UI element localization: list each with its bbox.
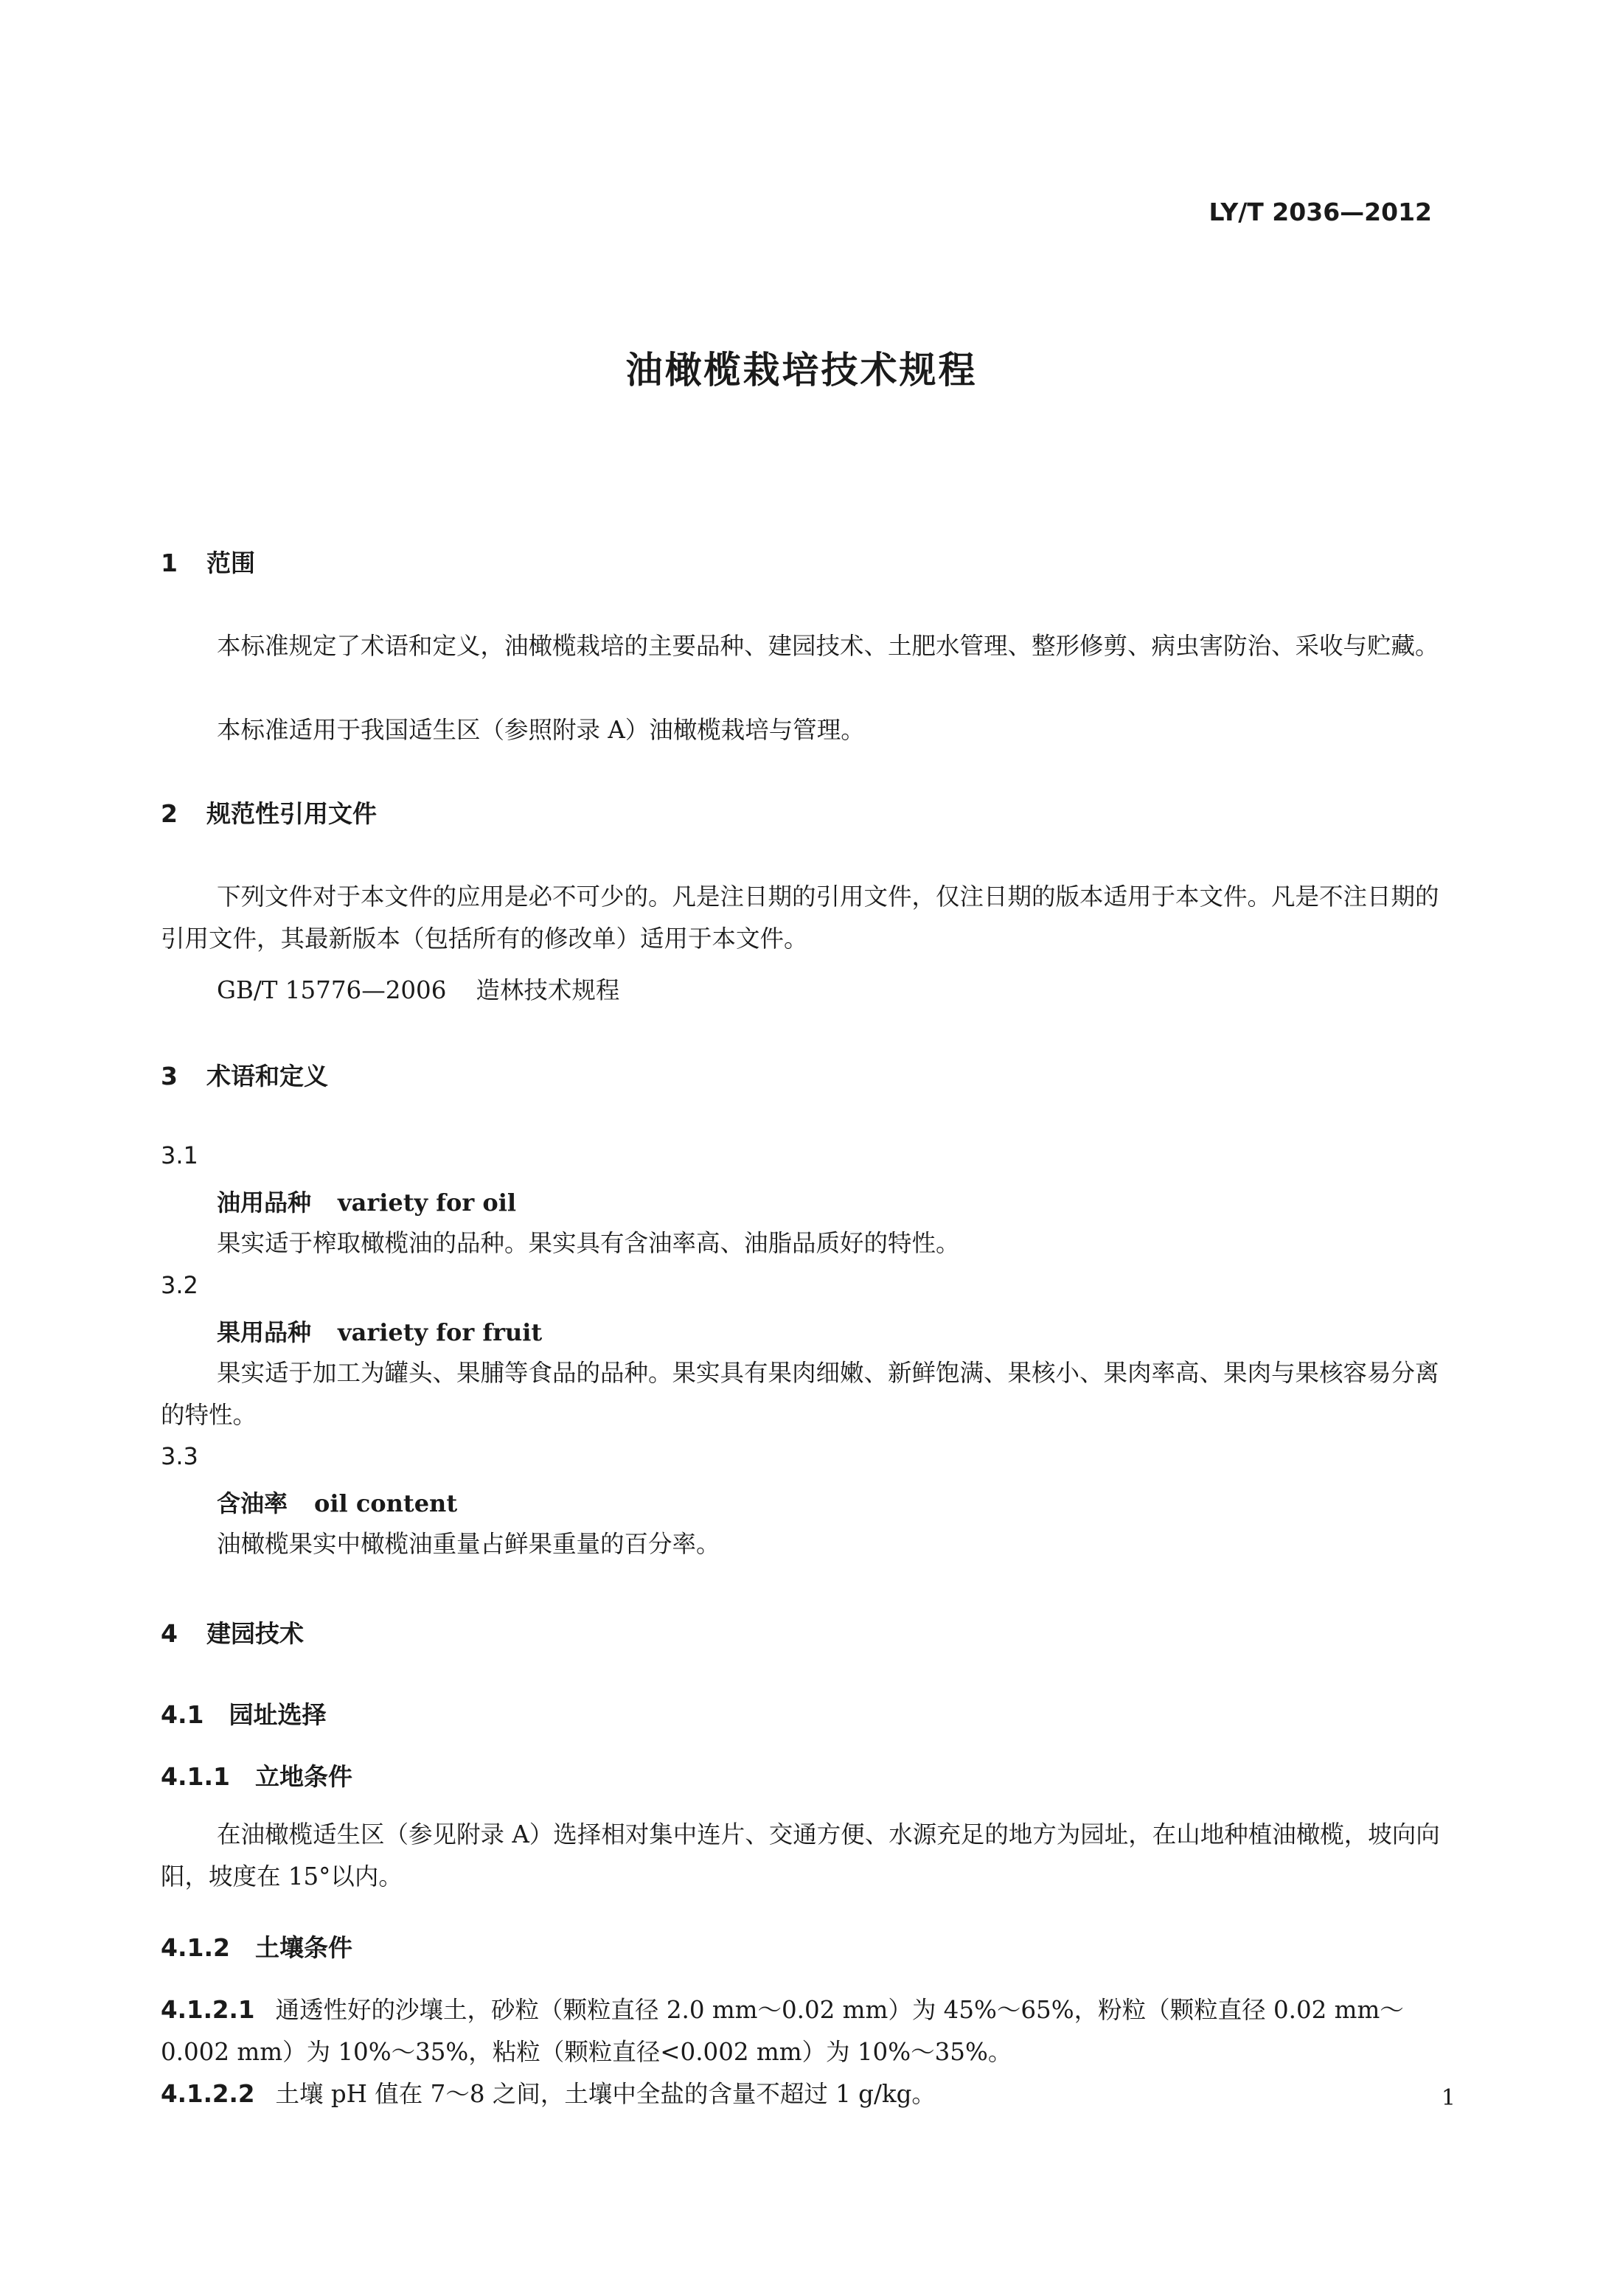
standard-code: LY/T 2036—2012 <box>1209 198 1432 226</box>
term-en: variety for fruit <box>338 1318 543 1346</box>
term-en: variety for oil <box>338 1189 516 1217</box>
term-en: oil content <box>314 1489 458 1517</box>
section-title: 建园技术 <box>206 1619 304 1648</box>
subsection-title: 立地条件 <box>254 1762 352 1791</box>
section-number: 4 <box>161 1619 178 1648</box>
section-title: 术语和定义 <box>206 1062 328 1090</box>
section-1-paragraph-1: 本标准规定了术语和定义，油橄榄栽培的主要品种、建园技术、土肥水管理、整形修剪、病虫害防治、采收与贮藏。 <box>217 632 1439 660</box>
section-4-heading <box>161 1615 304 1649</box>
section-number: 3 <box>161 1062 178 1090</box>
reference-title: 造林技术规程 <box>476 976 620 1004</box>
term-3-2-definition: 果实适于加工为罐头、果脯等食品的品种。果实具有果肉细嫩、新鲜饱满、果核小、果肉率高、果肉与果核容易分离的特性。 <box>161 1359 1439 1429</box>
clause-text: 土壤 pH 值在 7～8 之间，土壤中全盐的含量不超过 1 g/kg。 <box>275 2080 936 2108</box>
section-number: 1 <box>161 549 178 577</box>
term-3-3-name <box>217 1485 457 1519</box>
section-2-heading <box>161 795 377 829</box>
subsection-number: 4.1 <box>161 1700 204 1729</box>
clause-4-1-2-1 <box>161 1989 1445 2073</box>
subsection-4-1-heading <box>161 1696 326 1730</box>
subsection-4-1-1-paragraph: 在油橄榄适生区（参见附录 A）选择相对集中连片、交通方便、水源充足的地方为园址，在山地种植油橄榄，坡向向阳，坡度在 15°以内。 <box>161 1820 1440 1890</box>
section-1-paragraph-2: 本标准适用于我国适生区（参照附录 A）油橄榄栽培与管理。 <box>217 716 865 744</box>
subsection-number: 4.1.2 <box>161 1933 230 1962</box>
term-3-1-definition: 果实适于榨取橄榄油的品种。果实具有含油率高、油脂品质好的特性。 <box>217 1229 960 1257</box>
section-1-heading <box>161 544 255 579</box>
clause-number: 4.1.2.1 <box>161 1996 255 2024</box>
term-3-3-number: 3.3 <box>161 1442 198 1470</box>
term-3-1-name <box>217 1184 516 1218</box>
subsection-4-1-2-heading <box>161 1929 352 1963</box>
section-number: 2 <box>161 799 178 828</box>
subsection-title: 土壤条件 <box>254 1933 352 1962</box>
term-3-2-name <box>217 1314 542 1348</box>
term-zh: 含油率 <box>217 1489 288 1517</box>
reference-code: GB/T 15776—2006 <box>217 976 447 1004</box>
term-3-3-definition: 油橄榄果实中橄榄油重量占鲜果重量的百分率。 <box>217 1530 720 1558</box>
page-number: 1 <box>1441 2085 1456 2111</box>
subsection-title: 园址选择 <box>229 1700 327 1729</box>
term-3-2-number: 3.2 <box>161 1271 198 1299</box>
clause-text: 通透性好的沙壤土，砂粒（颗粒直径 2.0 mm～0.02 mm）为 45%～65%，粉粒（颗粒直径 0.02 mm～0.002 mm）为 10%～35%，粘粒（颗粒直径<0.002 mm）为 10%～35%。 <box>161 1996 1404 2066</box>
section-3-heading <box>161 1057 328 1092</box>
term-zh: 果用品种 <box>217 1318 312 1346</box>
subsection-4-1-1-heading <box>161 1758 352 1792</box>
clause-number: 4.1.2.2 <box>161 2080 255 2108</box>
term-zh: 油用品种 <box>217 1189 312 1217</box>
term-3-1-number: 3.1 <box>161 1141 198 1169</box>
normative-reference <box>217 972 619 1006</box>
section-2-paragraph-1: 下列文件对于本文件的应用是必不可少的。凡是注日期的引用文件，仅注日期的版本适用于本文件。凡是不注日期的引用文件，其最新版本（包括所有的修改单）适用于本文件。 <box>161 883 1439 953</box>
clause-4-1-2-2 <box>161 2073 1341 2115</box>
section-title: 规范性引用文件 <box>206 799 377 828</box>
subsection-number: 4.1.1 <box>161 1762 230 1791</box>
section-title: 范围 <box>206 549 255 577</box>
document-title: 油橄榄栽培技术规程 <box>625 349 978 392</box>
